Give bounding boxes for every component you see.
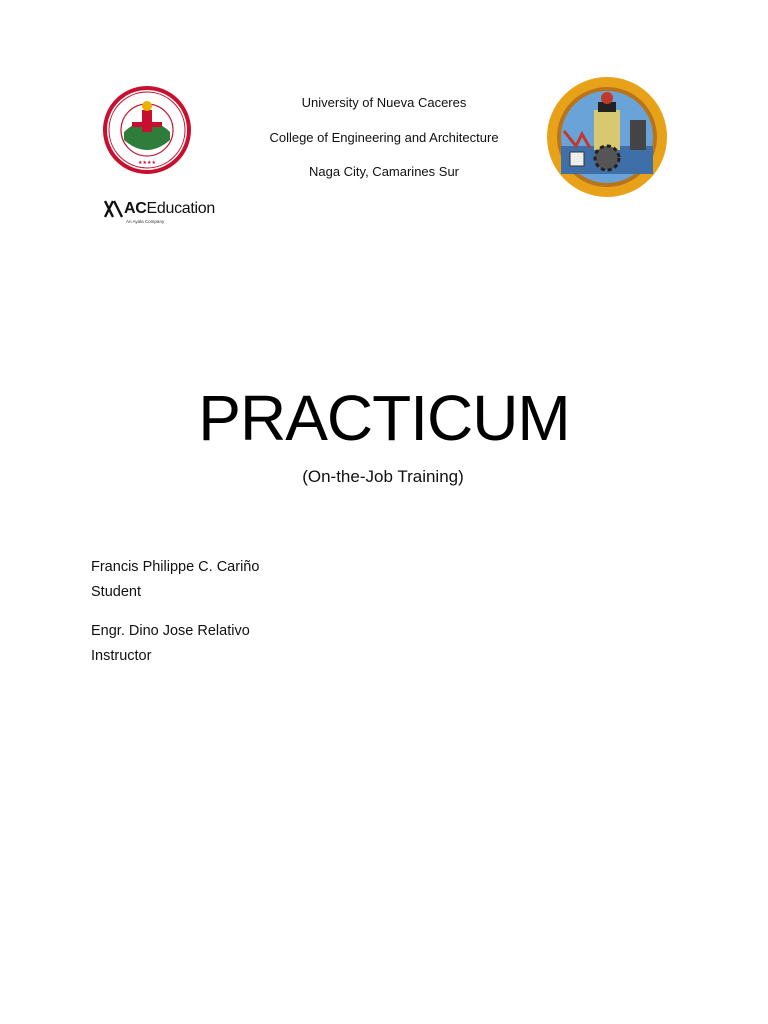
ac-logo-tagline: An Ayala Company (126, 219, 165, 224)
student-role: Student (91, 584, 141, 600)
location-line: Naga City, Camarines Sur (308, 164, 460, 179)
institution-header (214, 94, 554, 198)
signatories (91, 555, 411, 669)
college-name: College of Engineering and Architecture (269, 129, 499, 145)
instructor-role: Instructor (91, 648, 152, 664)
ac-logo-suffix: Education (146, 200, 215, 217)
student-name: Francis Philippe C. Cariño (91, 559, 260, 575)
instructor-name: Engr. Dino Jose Relativo (91, 623, 250, 639)
ac-logo-prefix: AC (124, 200, 147, 217)
svg-text:★★★★: ★★★★ (138, 160, 156, 166)
document-subtitle: (On-the-Job Training) (302, 467, 464, 486)
document-title: PRACTICUM (198, 382, 570, 454)
ac-education-logo-icon (104, 198, 244, 228)
university-seal-icon (102, 70, 192, 190)
college-seal-icon (546, 76, 668, 198)
university-name: University of Nueva Caceres (301, 95, 467, 110)
